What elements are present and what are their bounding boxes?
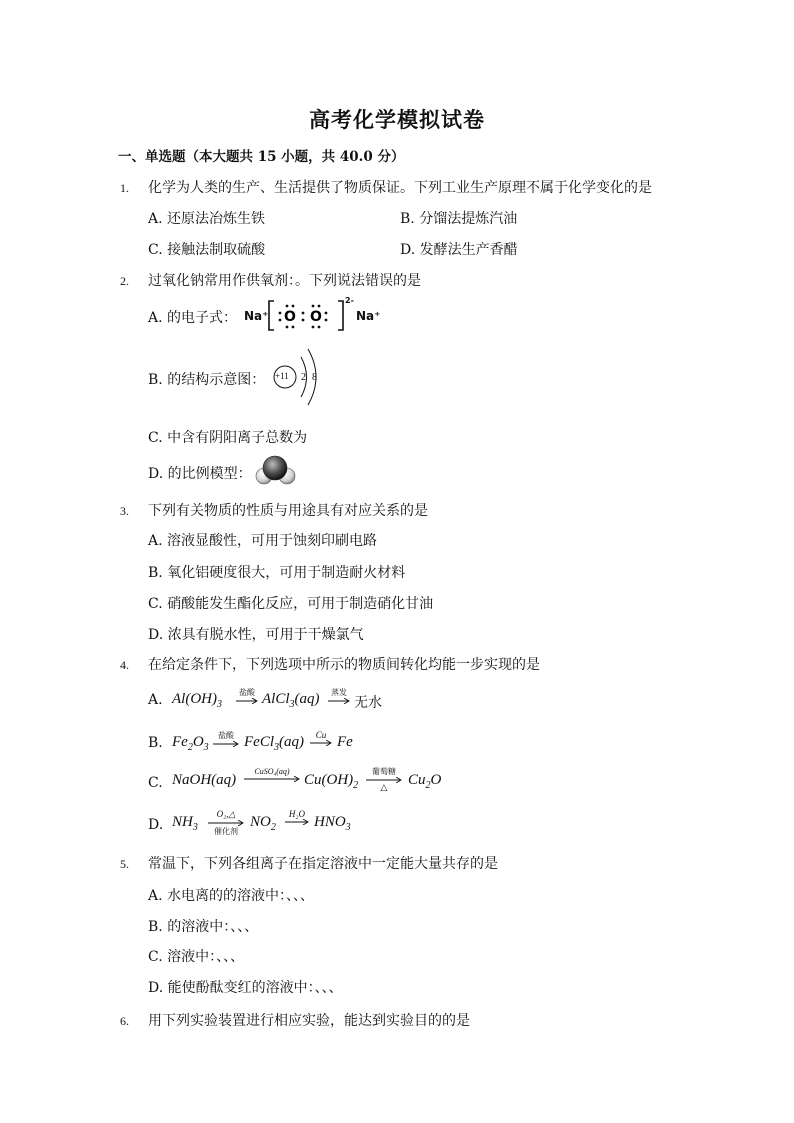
nucleus-charge: +11 — [275, 371, 289, 381]
q4c-reactant: NaOH(aq) — [172, 772, 237, 788]
q1-option-a: A. 还原法冶炼生铁 — [148, 211, 266, 227]
question-number-3: 3. — [120, 504, 129, 518]
svg-text:O: O — [284, 309, 296, 325]
page-title: 高考化学模拟试卷 — [309, 107, 485, 132]
q4c-intermediate: $Cu(OH)_2$ — [304, 772, 359, 791]
peroxide-electron-dot-structure — [266, 298, 346, 334]
sodium-ion-right: Na⁺ — [356, 309, 381, 323]
q4a-arrow-2: 蒸发 — [328, 687, 350, 704]
q2-option-c: C. 中含有阴阳离子总数为 — [148, 430, 308, 446]
question-3-stem: 下列有关物质的性质与用途具有对应关系的是 — [148, 503, 428, 519]
q4-option-a-label: A. — [148, 692, 163, 708]
question-2-stem: 过氧化钠常用作供氧剂：。下列说法错误的是 — [148, 273, 421, 289]
q2-option-b-label: B. 的结构示意图： — [148, 372, 266, 388]
svg-text:O: O — [310, 309, 322, 325]
q4b-arrow-2: Cu — [310, 730, 332, 746]
question-1-stem: 化学为人类的生产、生活提供了物质保证。下列工业生产原理不属于化学变化的是 — [148, 180, 652, 196]
question-5-stem: 常温下，下列各组离子在指定溶液中一定能大量共存的是 — [148, 856, 498, 872]
q4d-product: $HNO_3$ — [314, 814, 351, 833]
water-space-filling-model — [254, 454, 298, 488]
question-4-stem: 在给定条件下，下列选项中所示的物质间转化均能一步实现的是 — [148, 657, 540, 673]
q4a-arrow-1: 盐酸 — [236, 687, 258, 704]
q3-option-c: C. 硝酸能发生酯化反应，可用于制造硝化甘油 — [148, 596, 434, 612]
q4d-reactant: $NH_3$ — [172, 814, 198, 833]
q3-option-a: A. 溶液显酸性，可用于蚀刻印刷电路 — [148, 533, 378, 549]
q3-option-d: D. 浓具有脱水性，可用于干燥氯气 — [148, 627, 364, 643]
question-number-6: 6. — [120, 1014, 129, 1028]
q4d-arrow-1: O₂,△ 催化剂 — [208, 809, 244, 837]
q4b-arrow-1: 盐酸 — [213, 730, 239, 747]
q4a-intermediate: AlCl$_3$(aq) — [262, 691, 320, 710]
question-number-4: 4. — [120, 658, 129, 672]
q4c-product: $Cu_2O$ — [408, 772, 442, 791]
q4b-intermediate: FeCl$_3$(aq) — [244, 734, 304, 753]
question-6-stem: 用下列实验装置进行相应实验，能达到实验目的的是 — [148, 1013, 470, 1029]
q4b-reactant: $Fe_2O_3$ — [172, 734, 209, 753]
q5-option-b: B. 的溶液中：、、、 — [148, 919, 259, 935]
q1-option-c: C. 接触法制取硫酸 — [148, 242, 266, 258]
question-number-5: 5. — [120, 857, 129, 871]
q4d-arrow-2: H₂O — [285, 809, 309, 825]
q4d-intermediate: $NO_2$ — [250, 814, 276, 833]
q3-option-b: B. 氧化铝硬度很大，可用于制造耐火材料 — [148, 565, 406, 581]
first-shell-electrons: 2 — [301, 372, 306, 383]
q2-option-a-label: A. 的电子式： — [148, 310, 238, 326]
q4-option-b-label: B. — [148, 735, 163, 751]
q4b-product: Fe — [337, 734, 353, 750]
q1-option-d: D. 发酵法生产香醋 — [400, 242, 518, 258]
q4-option-c-label: C. — [148, 775, 163, 791]
peroxide-charge: 2- — [345, 296, 354, 305]
q4a-reactant: $Al(OH)_3$ — [172, 691, 222, 710]
q5-option-a: A. 水电离的的溶液中：、、、 — [148, 888, 315, 904]
sodium-ion-left: Na⁺ — [244, 309, 269, 323]
section-heading: 一、单选题（本大题共 15 小题，共 40.0 分） — [118, 149, 405, 165]
q4c-arrow-1: CuSO₄(aq) — [244, 767, 300, 782]
second-shell-electrons: 8 — [312, 372, 317, 383]
q5-option-c: C. 溶液中：、、、 — [148, 949, 245, 965]
question-number-1: 1. — [120, 181, 129, 195]
q1-option-b: B. 分馏法提炼汽油 — [400, 211, 518, 227]
q4a-product: 无水 — [354, 695, 382, 711]
q5-option-d: D. 能使酚酞变红的溶液中：、、、 — [148, 980, 343, 996]
q4-option-d-label: D. — [148, 817, 164, 833]
q4c-arrow-2: 葡萄糖 △ — [366, 766, 402, 793]
question-number-2: 2. — [120, 274, 129, 288]
q2-option-d-label: D. 的比例模型： — [148, 466, 252, 482]
